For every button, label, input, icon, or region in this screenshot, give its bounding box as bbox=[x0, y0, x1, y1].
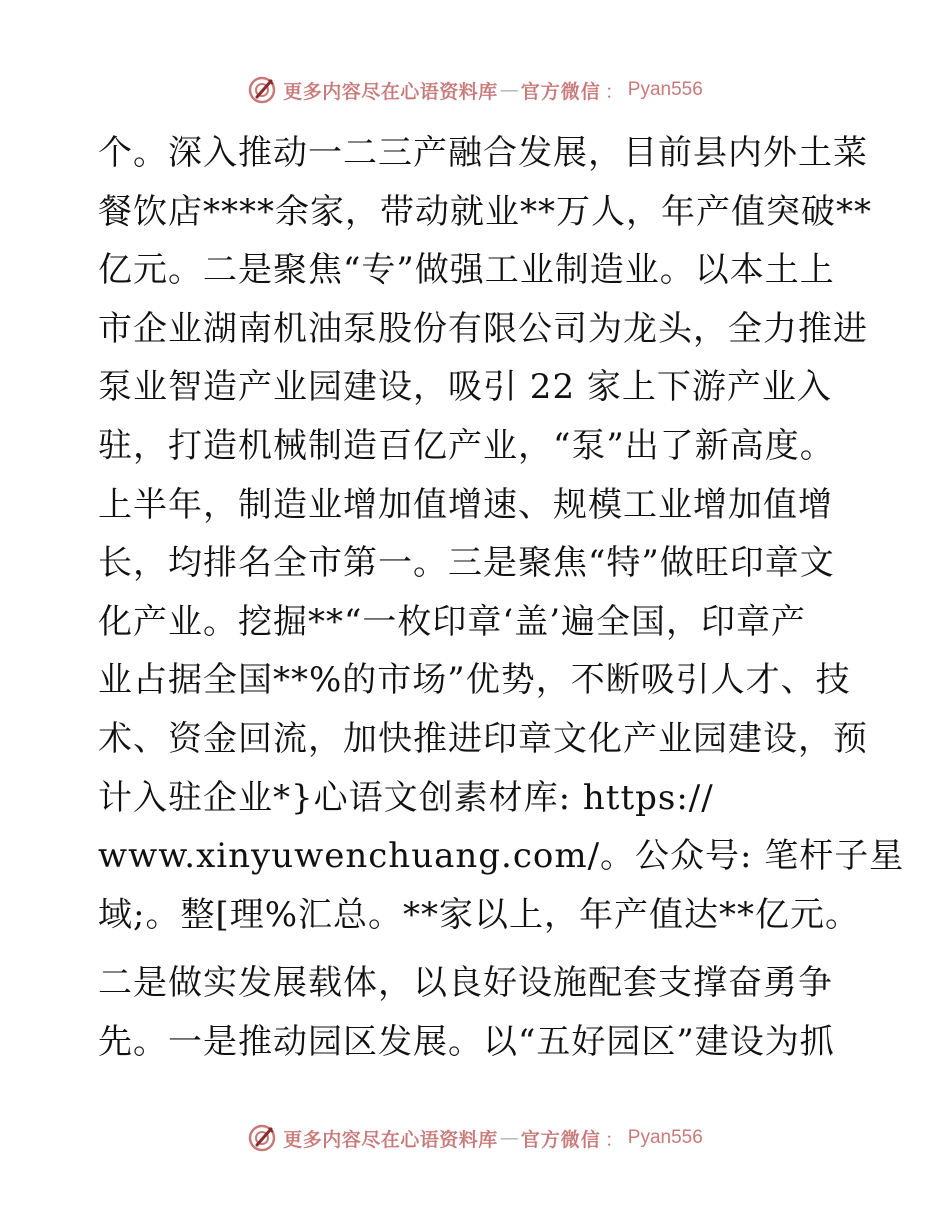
banner-wechat-id: Pyan556 bbox=[627, 1127, 703, 1148]
body-line: www.xinyuwenchuang.com/。公众号: 笔杆子星 bbox=[98, 836, 905, 877]
banner-colon: ： bbox=[604, 80, 624, 103]
body-line: 市企业湖南机油泵股份有限公司为龙头，全力推进 bbox=[98, 308, 868, 349]
body-line: 二是做实发展载体，以良好设施配套支撑奋勇争 bbox=[98, 963, 833, 1004]
brand-logo-icon bbox=[247, 75, 277, 105]
body-line: 术、资金回流，加快推进印章文化产业园建设，预 bbox=[98, 718, 868, 759]
body-line: 域;。整[理%汇总。**家以上，年产值达**亿元。 bbox=[98, 894, 861, 935]
banner-site-name: 更多内容尽在心语资料库 bbox=[283, 80, 498, 103]
document-body bbox=[98, 124, 905, 1072]
banner-wechat-label: 官方微信 bbox=[520, 1128, 601, 1151]
banner-colon: ： bbox=[604, 1128, 624, 1151]
body-line: 上半年，制造业增加值增速、规模工业增加值增 bbox=[98, 484, 833, 525]
banner-separator: — bbox=[499, 79, 519, 101]
banner-wechat-id: Pyan556 bbox=[627, 79, 703, 100]
footer-banner bbox=[0, 1118, 950, 1158]
header-banner bbox=[0, 70, 950, 110]
brand-logo-icon bbox=[247, 1123, 277, 1153]
body-line: 亿元。二是聚焦“专”做强工业制造业。以本土上 bbox=[98, 250, 835, 291]
body-line: 业占据全国**%的市场”优势，不断吸引人才、技 bbox=[98, 660, 851, 701]
body-line: 长，均排名全市第一。三是聚焦“特”做旺印章文 bbox=[98, 543, 835, 584]
body-line: 餐饮店****余家，带动就业**万人，年产值突破** bbox=[98, 191, 872, 232]
banner-wechat-label: 官方微信 bbox=[520, 80, 601, 103]
banner-site-name: 更多内容尽在心语资料库 bbox=[283, 1128, 498, 1151]
body-line: 泵业智造产业园建设，吸引 22 家上下游产业入 bbox=[98, 367, 832, 408]
body-line: 化产业。挖掘**“一枚印章‘盖’遍全国，印章产 bbox=[98, 601, 806, 642]
body-line: 先。一是推动园区发展。以“五好园区”建设为抓 bbox=[98, 1021, 835, 1062]
banner-separator: — bbox=[499, 1127, 519, 1149]
body-line: 驻，打造机械制造百亿产业，“泵”出了新高度。 bbox=[98, 425, 835, 466]
body-line: 计入驻企业*}心语文创素材库: https:// bbox=[98, 777, 714, 818]
body-line: 个。深入推动一二三产融合发展，目前县内外土菜 bbox=[98, 133, 868, 173]
